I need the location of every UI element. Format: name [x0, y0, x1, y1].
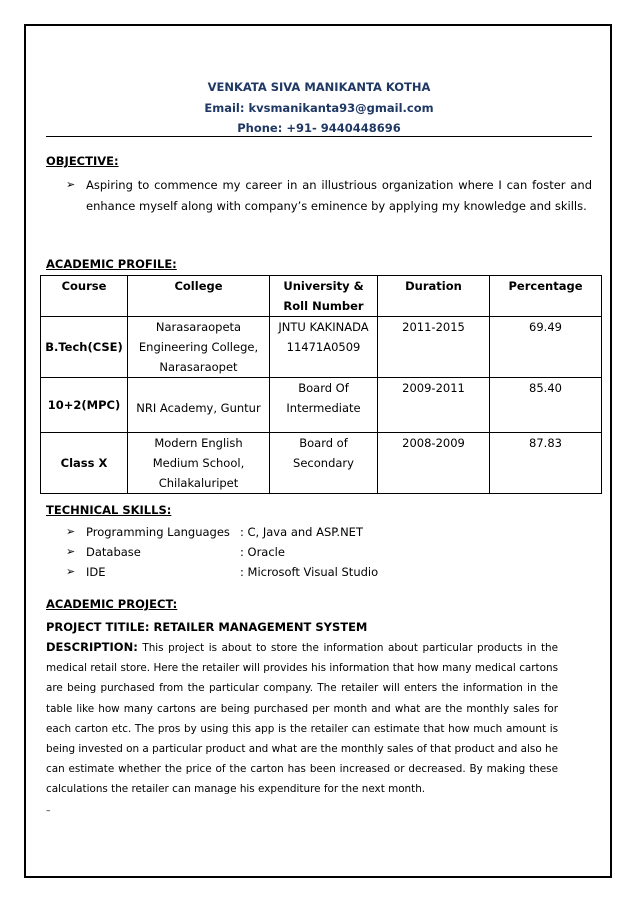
objective-heading: OBJECTIVE:	[46, 154, 119, 168]
percentage-cell: 85.40	[490, 378, 602, 433]
candidate-name: VENKATA SIVA MANIKANTA KOTHA	[207, 80, 431, 94]
arrow-bullet-icon: ➢	[66, 178, 76, 191]
project-title: PROJECT TITILE: RETAILER MANAGEMENT SYSTEM	[46, 620, 368, 634]
college-cell: Modern English Medium School, Chilakaluripet	[128, 433, 270, 494]
phone-line: Phone: +91- 9440448696	[237, 121, 401, 135]
col-college: College	[128, 276, 270, 317]
table-header-row	[41, 276, 602, 317]
arrow-bullet-icon: ➢	[66, 525, 76, 538]
technical-skills-heading: TECHNICAL SKILLS:	[46, 503, 172, 517]
col-course: Course	[41, 276, 128, 317]
college-cell: Narasaraopeta Engineering College, Narasaraopet	[128, 317, 270, 378]
percentage-cell: 69.49	[490, 317, 602, 378]
table-row	[41, 317, 602, 378]
skill-value: : C, Java and ASP.NET	[240, 525, 363, 539]
table-row	[41, 433, 602, 494]
email-line: Email: kvsmanikanta93@gmail.com	[204, 101, 434, 115]
header-rule	[46, 136, 592, 137]
course-cell: Class X	[41, 433, 128, 494]
table-row	[41, 378, 602, 433]
academic-profile-heading: ACADEMIC PROFILE:	[46, 257, 177, 271]
project-description	[46, 637, 558, 800]
course-cell: 10+2(MPC)	[41, 378, 128, 433]
duration-cell: 2011-2015	[378, 317, 490, 378]
skill-label: Programming Languages	[86, 525, 230, 539]
course-cell: B.Tech(CSE)	[41, 317, 128, 378]
academic-table	[40, 275, 602, 494]
col-duration: Duration	[378, 276, 490, 317]
university-cell: Board of Secondary	[270, 433, 378, 494]
objective-line-1: Aspiring to commence my career in an illustrious organization where I can foster and	[86, 178, 592, 192]
arrow-bullet-icon: ➢	[66, 545, 76, 558]
description-text: This project is about to store the information about particular products in the medical retail store. Here the retailer will provides his information that how many medical cartons are being purchased from the particular company. The retailer will enters the information in the table like how many cartons are being purchased per month and what are the monthly sales for each carton etc. The pros by using this app is the retailer can estimate that how much amount is being invested on a particular product and what are the monthly sales of that product and also he can estimate whether the price of the carton has been increased or decreased. By making these calculations the retailer can manage his expenditure for the next month.	[46, 642, 558, 796]
col-university: University & Roll Number	[270, 276, 378, 317]
objective-line-2: enhance myself along with company’s eminence by applying my knowledge and skills.	[86, 199, 587, 213]
academic-project-heading: ACADEMIC PROJECT:	[46, 597, 178, 611]
skill-value: : Oracle	[240, 545, 285, 559]
description-label: DESCRIPTION:	[46, 640, 138, 654]
footer-mark: –	[46, 806, 51, 816]
arrow-bullet-icon: ➢	[66, 565, 76, 578]
percentage-cell: 87.83	[490, 433, 602, 494]
col-percentage: Percentage	[490, 276, 602, 317]
skill-label: IDE	[86, 565, 106, 579]
skill-value: : Microsoft Visual Studio	[240, 565, 379, 579]
university-cell: JNTU KAKINADA 11471A0509	[270, 317, 378, 378]
duration-cell: 2008-2009	[378, 433, 490, 494]
duration-cell: 2009-2011	[378, 378, 490, 433]
university-cell: Board Of Intermediate	[270, 378, 378, 433]
skill-label: Database	[86, 545, 141, 559]
college-cell: NRI Academy, Guntur	[128, 378, 270, 433]
